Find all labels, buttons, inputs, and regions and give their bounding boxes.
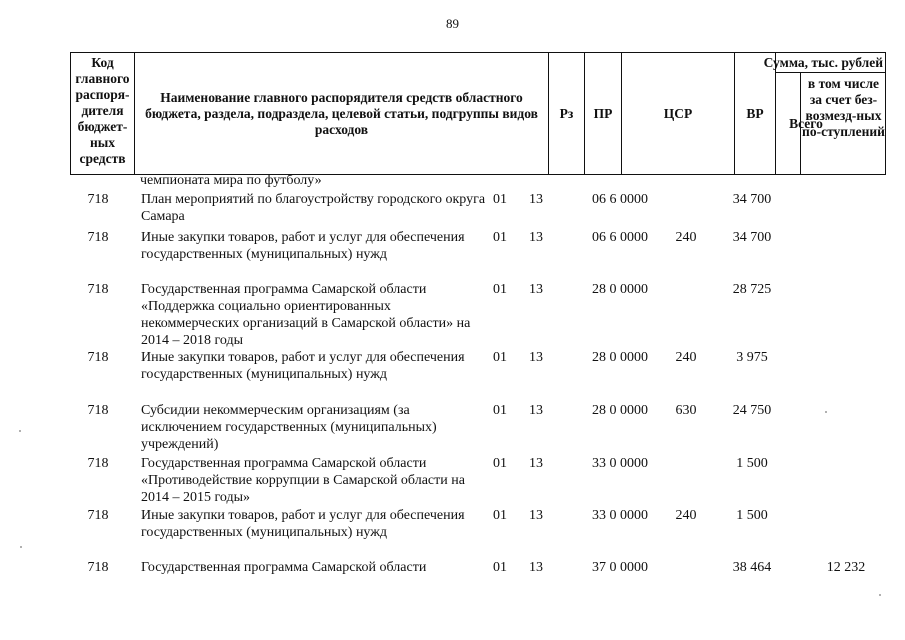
cell-code: 718 (87, 456, 109, 471)
cell-pr: 13 (529, 230, 543, 245)
header-sum-group (763, 53, 887, 174)
header-part: в том числе за счет без-возмезд-ных по-ступлений (800, 73, 886, 174)
cell-csr: 37 0 0000 (592, 560, 648, 575)
header-csr: ЦСР (622, 53, 735, 174)
cell-csr: 28 0 0000 (592, 403, 648, 418)
cell-code: 718 (87, 350, 109, 365)
cell-total: 34 700 (732, 230, 772, 245)
cell-code: 718 (87, 508, 109, 523)
cell-rz: 01 (493, 230, 507, 245)
header-pr: ПР (585, 53, 622, 174)
cell-rz: 01 (493, 282, 507, 297)
cell-name: Иные закупки товаров, работ и услуг для обеспечения государственных (муниципальных) нужд (141, 508, 465, 540)
header-name: Наименование главного распорядителя средств областного бюджета, раздела, подраздела, целевой статьи, подгруппы видов расходов (135, 53, 549, 174)
cell-name: Государственная программа Самарской области «Поддержка социально ориентированных некоммерческих организаций в Самарской области» на 2014 – 2018 годы (141, 282, 471, 348)
cell-total: 1 500 (736, 508, 768, 523)
scan-speck (19, 430, 21, 432)
header-sum-title: Сумма, тыс. рублей (776, 53, 885, 73)
cell-name: Государственная программа Самарской области (141, 560, 427, 575)
cell-name: Субсидии некоммерческим организациям (за исключением государственных (муниципальных) учреждений) (141, 403, 437, 452)
cell-vr: 630 (675, 403, 697, 418)
cell-csr: 28 0 0000 (592, 282, 648, 297)
cell-csr: 33 0 0000 (592, 456, 648, 471)
cell-total: 24 750 (732, 403, 772, 418)
cell-pr: 13 (529, 456, 543, 471)
cell-pr: 13 (529, 403, 543, 418)
page-number: 89 (446, 16, 459, 31)
cell-part: 12 232 (826, 560, 866, 575)
cell-total: 1 500 (736, 456, 768, 471)
cell-csr: 06 6 0000 (592, 230, 648, 245)
cell-code: 718 (87, 192, 109, 207)
cell-rz: 01 (493, 350, 507, 365)
cell-csr: 33 0 0000 (592, 508, 648, 523)
scan-speck (825, 411, 827, 413)
table-header (70, 52, 886, 175)
cell-pr: 13 (529, 350, 543, 365)
cell-total: 34 700 (732, 192, 772, 207)
cell-code: 718 (87, 560, 109, 575)
header-vr: ВР (735, 53, 776, 174)
cell-code: 718 (87, 282, 109, 297)
cell-total: 28 725 (732, 282, 772, 297)
header-total: Всего (789, 115, 823, 131)
cell-name: Государственная программа Самарской области «Противодействие коррупции в Самарской области на 2014 – 2015 годы» (141, 456, 465, 505)
cell-rz: 01 (493, 456, 507, 471)
cell-name: Иные закупки товаров, работ и услуг для обеспечения государственных (муниципальных) нужд (141, 230, 465, 262)
cell-name: Иные закупки товаров, работ и услуг для обеспечения государственных (муниципальных) нужд (141, 350, 465, 382)
continuation-text: чемпионата мира по футболу» (140, 173, 322, 188)
cell-rz: 01 (493, 508, 507, 523)
header-rz: Рз (549, 53, 585, 174)
scan-speck (20, 546, 22, 548)
cell-rz: 01 (493, 560, 507, 575)
cell-code: 718 (87, 403, 109, 418)
cell-csr: 28 0 0000 (592, 350, 648, 365)
cell-total: 38 464 (732, 560, 772, 575)
cell-rz: 01 (493, 403, 507, 418)
cell-vr: 240 (675, 350, 697, 365)
cell-code: 718 (87, 230, 109, 245)
cell-csr: 06 6 0000 (592, 192, 648, 207)
header-code: Код главного распоря-дителя бюджет-ных средств (71, 53, 135, 174)
scan-speck (879, 594, 881, 596)
cell-name: План мероприятий по благоустройству городского округа Самара (141, 192, 486, 224)
cell-vr: 240 (675, 230, 697, 245)
cell-pr: 13 (529, 508, 543, 523)
cell-pr: 13 (529, 560, 543, 575)
cell-rz: 01 (493, 192, 507, 207)
cell-total: 3 975 (736, 350, 768, 365)
cell-pr: 13 (529, 192, 543, 207)
cell-vr: 240 (675, 508, 697, 523)
cell-pr: 13 (529, 282, 543, 297)
